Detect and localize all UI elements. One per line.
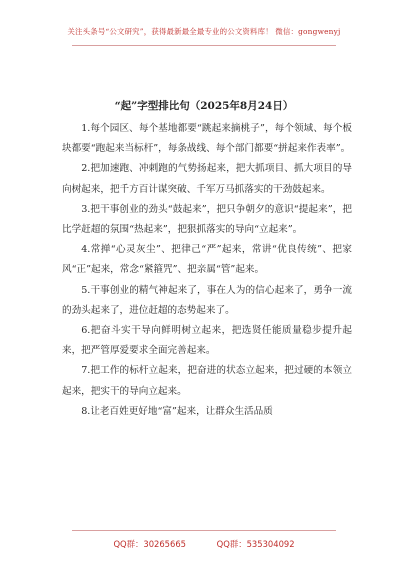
document-title: “起”字型排比句（2025年8月24日） bbox=[114, 100, 294, 112]
document-body bbox=[62, 119, 352, 422]
paragraph-8: 8.让老百姓更好地“富”起来，让群众生活品质 bbox=[81, 405, 273, 417]
paragraph-3: 3.把干事创业的劲头“鼓起来”，把只争朝夕的意识“提起来”，把比学赶超的氛围“热起来”，把狠抓落实的导向“立起来”。 bbox=[62, 203, 352, 236]
paragraph-6: 6.把奋斗实干导向鲜明树立起来，把选贤任能质量稳步提升起来，把严管厚爱要求全面完善起来。 bbox=[62, 325, 352, 357]
header-divider bbox=[72, 45, 336, 46]
paragraph-7: 7.把工作的标杆立起来，把奋进的状态立起来，把过硬的本领立起来，把实干的导向立起来。 bbox=[62, 365, 352, 397]
paragraph-1: 1.每个园区、每个基地都要“跳起来摘桃子”，每个领域、每个板块都要“跑起来当标杆”，每条战线、每个部门都要“拼起来作表率”。 bbox=[62, 123, 352, 155]
footer-qq-group-2: QQ群：535304092 bbox=[216, 539, 295, 549]
footer-divider bbox=[72, 530, 336, 531]
page-header-banner: 关注头条号“公文研究”，获得最新最全最专业的公文资料库！ 微信：gongwenyj bbox=[67, 27, 341, 36]
page-footer bbox=[0, 538, 408, 550]
paragraph-2: 2.把加速跑、冲刺跑的气势扬起来，把大抓项目、抓大项目的导向树起来，把千方百计谋突破、千军万马抓落实的干劲鼓起来。 bbox=[62, 163, 352, 195]
paragraph-5: 5.干事创业的精气神起来了，事在人为的信心起来了，勇争一流的劲头起来了，进位赶超的态势起来了。 bbox=[62, 284, 352, 316]
footer-qq-group-1: QQ群：30265665 bbox=[113, 539, 186, 549]
paragraph-4: 4.常掸“心灵灰尘”、把律己“严”起来，常讲“优良传统”、把家风“正”起来，常念“紧箍咒”、把亲属“管”起来。 bbox=[62, 244, 352, 276]
